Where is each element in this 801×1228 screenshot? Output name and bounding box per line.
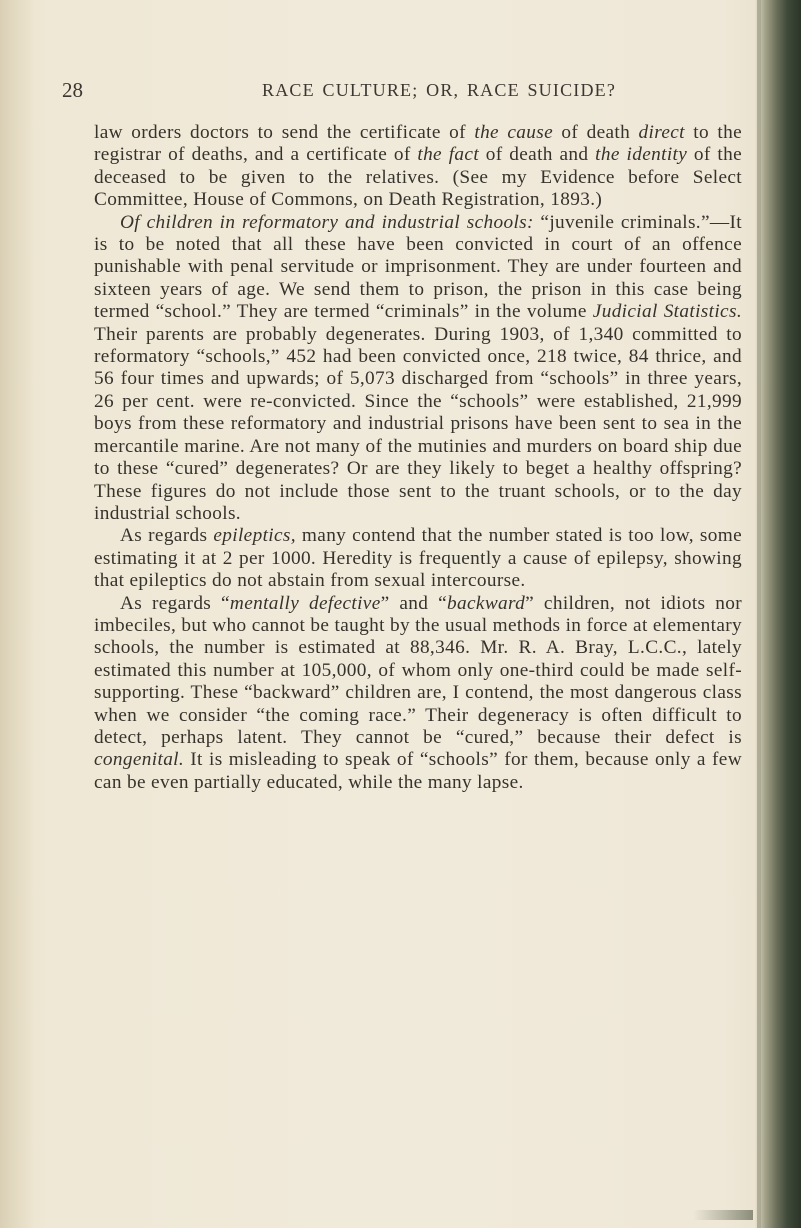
book-spine-shadow [755,0,801,1228]
italic-run: the cause [474,122,554,143]
italic-run: Of children in reformatory and industrial schools: [120,211,534,233]
text-run: of death and [479,144,596,166]
text-run: many contend that the number stated is too low, some estimating it at 2 per 1000. Heredity is frequently a cause of epilepsy, showing that epileptics do not abstain from sexual intercourse. [94,525,742,592]
paragraph-epileptics [94,525,742,592]
italic-run: congenital. [94,749,185,771]
page-number: 28 [62,78,83,102]
text-run: of death [553,122,639,143]
text-run: As regards “ [120,592,230,614]
text-run: to the registrar of deaths, and a certificate of [94,122,742,166]
text-run: ” children, not idiots nor imbeciles, but who cannot be taught by the usual methods in force at elementary schools, the number is estimated at 88,346. Mr. R. A. Bray, L.C.C., lately estimated this number at 105,000, of whom only one-third could be made self-supporting. These “backward” children are, I contend, the most dangerous class when we consider “the coming race.” Their degeneracy is often difficult to detect, perhaps latent. They cannot be “cured,” because their defect is [94,592,743,748]
text-run: It is misleading to speak of “schools” for them, because only a few can be even partially educated, while the many lapse. [94,749,742,793]
page-corner-shadow [693,1210,753,1220]
text-run: law orders doctors to send the certificate of [94,122,475,143]
italic-run: the fact [417,144,480,166]
text-run: As regards [120,525,214,547]
paragraph-mentally-defective [94,593,742,795]
text-run: Their parents are probably degenerates. During 1903, of 1,340 committed to reformatory “schools,” 452 had been convicted once, 218 twice, 84 thrice, and 56 four times and upwards; of 5,073 discharged from “schools” in three years, 26 per cent. were re-convicted. Since the “schools” were established, 21,999 boys from these reformatory and industrial prisons have been sent to sea in the mercantile marine. Are not many of the mutinies and murders on board ship due to these “cured” degenerates? Or are they likely to beget a healthy offspring? These figures do not include those sent to the truant schools, or to the day industrial schools. [94,323,742,524]
running-title: RACE CULTURE; OR, RACE SUICIDE? [262,80,617,100]
italic-run: backward [447,592,526,614]
text-run: “juvenile criminals.”—It is to be noted that all these have been convicted in court of an offence punishable with penal servitude or imprisonment. They are under fourteen and sixteen years of age. We send them to prison, the prison in this case being termed “school.” They are termed “criminals” in the volume [94,211,742,323]
italic-run: Judicial Statistics. [592,301,742,323]
text-run: of the deceased to be given to the relatives. (See my Evidence before Select Committee, House of Commons, on Death Registration, 1893.) [94,144,743,211]
text-run: ” and “ [380,592,448,614]
paragraph-reformatory-schools [94,212,742,526]
running-header [62,66,702,106]
italic-run: direct [638,122,685,143]
italic-run: the identity [595,144,688,166]
italic-run: epileptics, [213,525,296,547]
page-gutter-shadow [0,0,34,1228]
paragraph-death-registration [94,122,742,212]
italic-run: mentally defective [229,592,381,614]
body-text [94,122,742,794]
